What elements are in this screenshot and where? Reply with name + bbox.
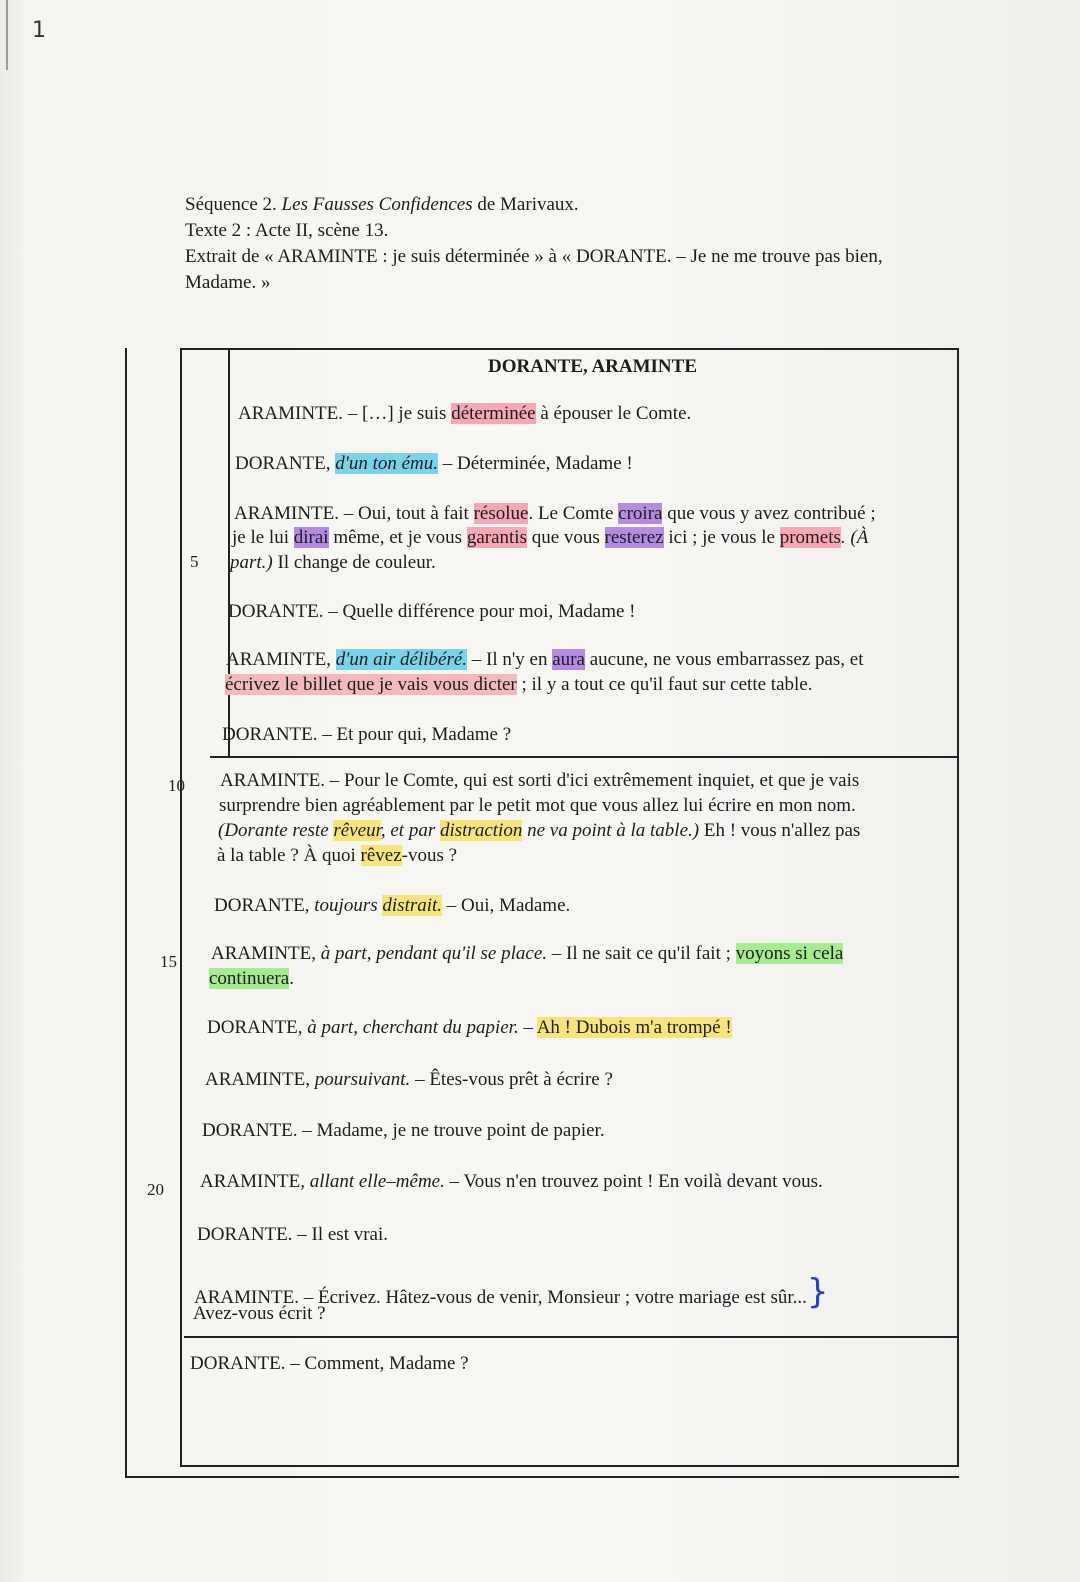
highlight: déterminée: [451, 403, 536, 424]
highlight: continuera: [209, 968, 290, 989]
text-line-1: ARAMINTE. – […] je suis déterminée à épouser le Comte.: [238, 403, 692, 424]
text-line-2: DORANTE, d'un ton ému. – Déterminée, Madame !: [235, 453, 633, 474]
line-number-15: 15: [160, 952, 177, 971]
text-line-17: DORANTE, à part, cherchant du papier. – Ah ! Dubois m'a trompé !: [207, 1017, 732, 1038]
text-line-21: DORANTE. – Il est vrai.: [197, 1224, 389, 1245]
text-line-19: DORANTE. – Madame, je ne trouve point de papier.: [202, 1120, 605, 1141]
highlight: resterez: [604, 527, 664, 548]
text-line-11: surprendre bien agréablement par le petit mot que vous allez lui écrire en mon nom.: [219, 795, 856, 816]
section-divider-1: [210, 756, 957, 758]
text-line-3: ARAMINTE. – Oui, tout à fait résolue. Le Comte croira que vous y avez contribué ;: [234, 503, 876, 524]
header-line-sequence: Séquence 2. Les Fausses Confidences de Marivaux.: [185, 194, 579, 215]
text-line-8: écrivez le billet que je vais vous dicter ; il y a tout ce qu'il faut sur cette table.: [225, 674, 813, 695]
highlight: promets: [779, 527, 841, 548]
text-line-13: à la table ? À quoi rêvez-vous ?: [217, 845, 458, 866]
text-line-6: DORANTE. – Quelle différence pour moi, Madame !: [228, 601, 636, 622]
highlight: aura: [552, 649, 585, 670]
highlight: distraction: [439, 820, 523, 841]
highlight: distrait.: [382, 895, 443, 916]
text-line-24: DORANTE. – Comment, Madame ?: [190, 1353, 469, 1374]
line-number-20: 20: [147, 1180, 164, 1199]
binder-edge: [6, 0, 8, 70]
highlight: résolue: [473, 503, 529, 524]
highlight: garantis: [466, 527, 527, 548]
text-line-14: DORANTE, toujours distrait. – Oui, Madame.: [214, 895, 571, 916]
page-number: 1: [32, 18, 46, 43]
highlight: d'un ton ému.: [335, 453, 439, 474]
text-line-4: je le lui dirai même, et je vous garantis que vous resterez ici ; je vous le promets. (À: [232, 527, 869, 548]
highlight: d'un air délibéré.: [335, 649, 468, 670]
scene-title: DORANTE, ARAMINTE: [487, 356, 698, 377]
text-line-10: ARAMINTE. – Pour le Comte, qui est sorti d'ici extrêmement inquiet, et que je vais: [220, 770, 860, 791]
text-line-20: ARAMINTE, allant elle–même. – Vous n'en trouvez point ! En voilà devant vous.: [200, 1171, 823, 1192]
highlight: écrivez le billet que je vais vous dicter: [225, 674, 517, 695]
highlight: Ah ! Dubois m'a trompé !: [536, 1017, 732, 1038]
line-number-10: 10: [168, 776, 185, 795]
line-number-5: 5: [190, 552, 199, 571]
text-line-12: (Dorante reste rêveur, et par distraction ne va point à la table.) Eh ! vous n'allez pas: [218, 820, 861, 841]
text-line-18: ARAMINTE, poursuivant. – Êtes-vous prêt à écrire ?: [205, 1069, 613, 1090]
document-header: [185, 192, 965, 296]
annotation-brace: }: [806, 1272, 829, 1312]
highlight: dirai: [293, 527, 329, 548]
text-line-5: part.) Il change de couleur.: [230, 552, 436, 573]
text-line-23: Avez-vous écrit ?: [193, 1303, 326, 1324]
highlight: rêvez: [360, 845, 402, 866]
header-line-extract-end: Madame. »: [185, 272, 271, 293]
header-line-text: Texte 2 : Acte II, scène 13.: [185, 220, 389, 241]
highlight: voyons si cela: [735, 943, 844, 964]
work-title: Les Fausses Confidences: [281, 194, 473, 215]
text-line-15: ARAMINTE, à part, pendant qu'il se place. – Il ne sait ce qu'il fait ; voyons si cela: [211, 943, 844, 964]
highlight: croira: [618, 503, 663, 524]
text-line-7: ARAMINTE, d'un air délibéré. – Il n'y en aura aucune, ne vous embarrassez pas, et: [226, 649, 864, 670]
text-line-9: DORANTE. – Et pour qui, Madame ?: [222, 724, 512, 745]
highlight: rêveur: [333, 820, 381, 841]
text-line-16: continuera.: [209, 968, 294, 989]
header-line-extract: Extrait de « ARAMINTE : je suis déterminée » à « DORANTE. – Je ne me trouve pas bien,: [185, 246, 883, 267]
text-line-22: ARAMINTE. – Écrivez. Hâtez-vous de venir, Monsieur ; votre mariage est sûr...}: [194, 1272, 829, 1312]
section-divider-2: [184, 1336, 957, 1338]
